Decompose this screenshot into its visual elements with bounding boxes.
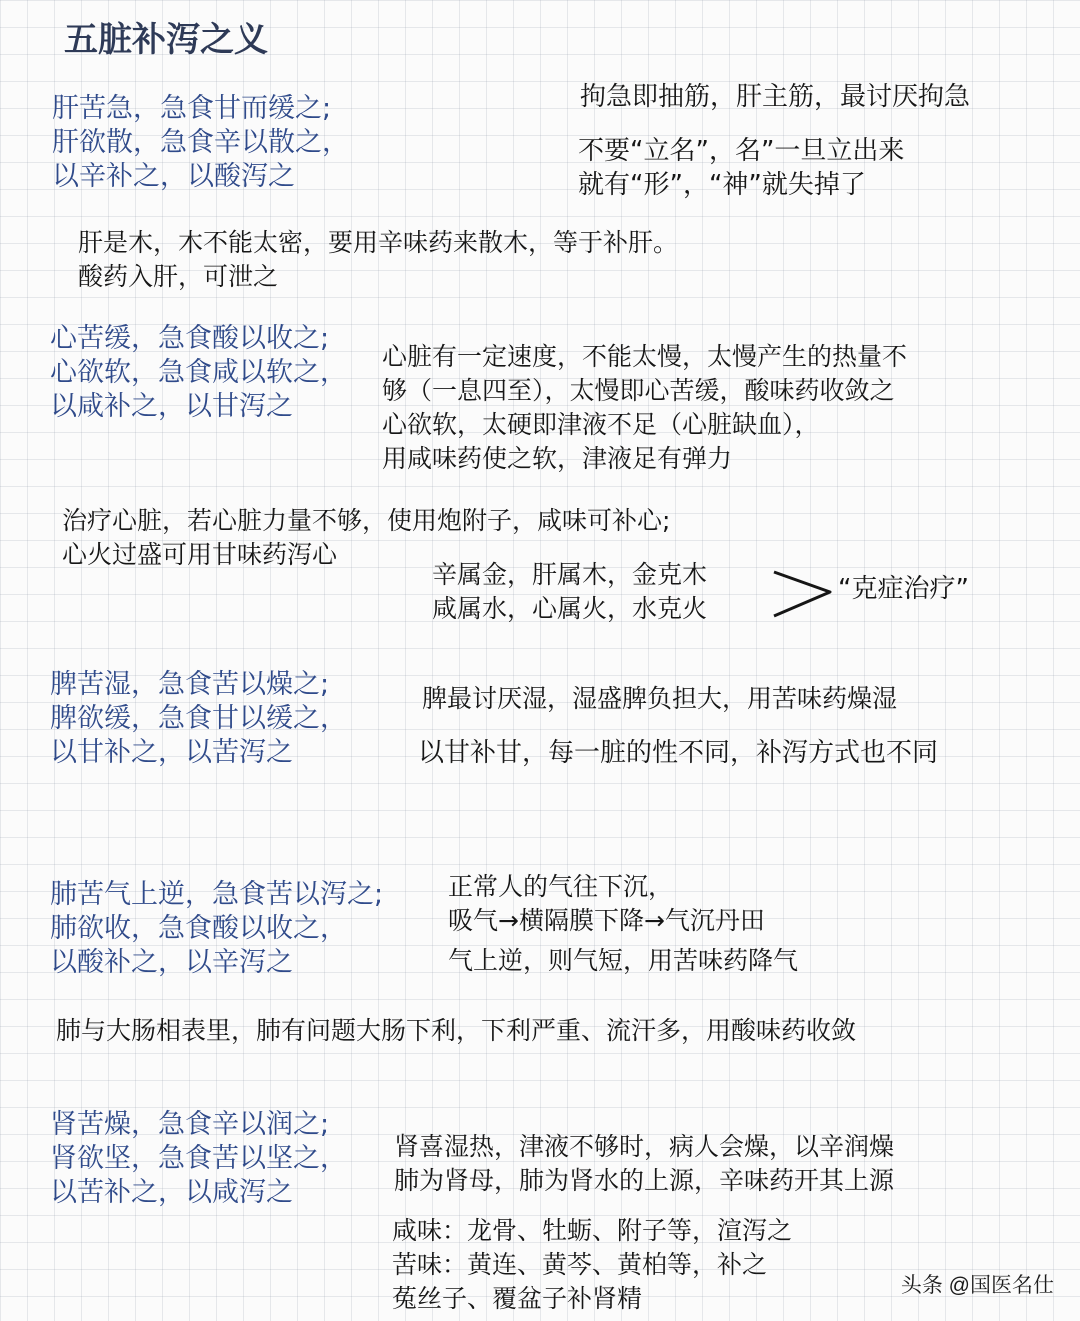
heart-note-line: 心脏有一定速度，不能太慢，太慢产生的热量不 xyxy=(382,342,908,371)
liver-note-name xyxy=(578,134,904,202)
heart-rule-line: 心欲软，急食咸以软之， xyxy=(50,357,347,388)
spleen-rule-line: 脾欲缓，急食甘以缓之， xyxy=(50,703,347,734)
kidney-herb-line: 菟丝子、覆盆子补肾精 xyxy=(392,1284,643,1313)
liver-rule-line: 肝欲散，急食辛以散之， xyxy=(52,127,349,158)
relation-line: 辛属金，肝属木，金克木 xyxy=(432,560,708,589)
spleen-rule-line: 以甘补之，以苦泻之 xyxy=(50,737,293,768)
spleen-rule-line: 脾苦湿，急食苦以燥之; xyxy=(50,669,330,700)
liver-rule xyxy=(52,92,349,194)
kidney-note-line: 肾喜湿热，津液不够时，病人会燥，以辛润燥 xyxy=(394,1132,895,1161)
heart-treatment-line: 心火过盛可用甘味药泻心 xyxy=(62,540,338,569)
liver-explain-line: 酸药入肝，可泄之 xyxy=(78,262,279,291)
heart-rule xyxy=(50,322,347,424)
liver-note-line: 就有“形”，“神”就失掉了 xyxy=(578,170,866,200)
liver-rule-line: 肝苦急，急食甘而缓之; xyxy=(52,93,332,124)
liver-explain xyxy=(78,226,678,294)
relation-line: 咸属水，心属火，水克火 xyxy=(432,594,708,623)
kidney-rule-line: 肾欲坚，急食苦以坚之， xyxy=(50,1143,347,1174)
lung-rule-line: 肺欲收，急食酸以收之， xyxy=(50,913,347,944)
converge-bracket-icon xyxy=(772,568,834,620)
spleen-note-method: 以甘补甘，每一脏的性不同，补泻方式也不同 xyxy=(418,738,939,768)
heart-rule-line: 心苦缓，急食酸以收之; xyxy=(50,323,330,354)
lung-rule-line: 肺苦气上逆，急食苦以泻之; xyxy=(50,879,384,910)
kidney-note-line: 肺为肾母，肺为肾水的上源，辛味药开其上源 xyxy=(394,1166,895,1195)
kidney-note xyxy=(394,1130,894,1198)
kidney-rule xyxy=(50,1108,347,1210)
liver-note-line: 不要“立名”，名”一旦立出来 xyxy=(578,136,905,166)
kidney-herb-line: 苦味：黄连、黄芩、黄柏等，补之 xyxy=(392,1250,768,1279)
kidney-rule-line: 以苦补之，以咸泻之 xyxy=(50,1177,293,1208)
lung-note-line: 正常人的气往下沉， xyxy=(448,872,674,901)
lung-note xyxy=(448,870,798,978)
spleen-rule xyxy=(50,668,347,770)
heart-note-line: 够（一息四至），太慢即心苦缓，酸味药收敛之 xyxy=(382,376,895,405)
liver-explain-line: 肝是木，木不能太密，要用辛味药来散木，等于补肝。 xyxy=(78,228,679,257)
lung-explain: 肺与大肠相表里，肺有问题大肠下利，下利严重、流汗多，用酸味药收敛 xyxy=(56,1016,857,1045)
kidney-herb-line: 咸味：龙骨、牡蛎、附子等，渲泻之 xyxy=(392,1216,793,1245)
lung-rule-line: 以酸补之，以辛泻之 xyxy=(50,947,293,978)
heart-rule-line: 以咸补之，以甘泻之 xyxy=(50,391,293,422)
liver-rule-line: 以辛补之，以酸泻之 xyxy=(52,161,295,192)
kidney-rule-line: 肾苦燥，急食辛以润之; xyxy=(50,1109,330,1140)
lung-note-line: 气上逆，则气短，用苦味药降气 xyxy=(448,946,799,975)
kidney-herbs xyxy=(392,1214,792,1316)
spleen-note-damp: 脾最讨厌湿，湿盛脾负担大，用苦味药燥湿 xyxy=(422,684,898,713)
page-title: 五脏补泻之义 xyxy=(64,20,268,60)
heart-note-line: 用咸味药使之软，津液足有弹力 xyxy=(382,444,733,473)
lung-note-line: 吸气→横隔膜下降→气沉丹田 xyxy=(448,906,765,935)
heart-treatment-line: 治疗心脏，若心脏力量不够，使用炮附子，咸味可补心; xyxy=(62,506,671,535)
five-element-relation xyxy=(432,558,707,626)
heart-note-line: 心欲软，太硬即津液不足（心脏缺血）， xyxy=(382,410,820,439)
heart-note xyxy=(382,340,907,476)
lung-rule xyxy=(50,878,383,980)
liver-note-spasm: 拘急即抽筋，肝主筋，最讨厌拘急 xyxy=(580,82,971,112)
watermark: 头条 @国医名仕 xyxy=(900,1274,1054,1297)
relation-label: “克症治疗” xyxy=(838,574,969,604)
